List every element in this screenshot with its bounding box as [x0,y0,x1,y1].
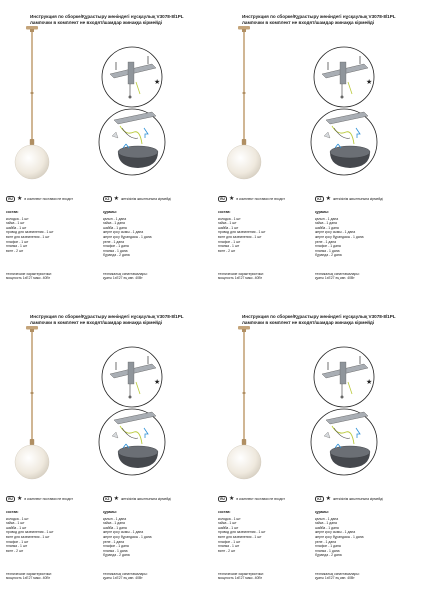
ru-specs-value: мощность 1хЕ27 макс. 40Вт [6,276,51,281]
ru-language-badge: RU [218,496,227,502]
title-line-bulbs-note: лампочки в комплект не входят/шамдар жинаққа кірмейді [30,19,163,25]
list-item: винт для заземления - 1 шт [218,534,262,539]
bracket-detail-diagram [102,47,162,107]
list-item: бұранда - 2 дана [315,553,342,558]
kz-legend [315,496,383,502]
list-item: қалып - 1 дана [315,216,339,221]
list-item: шайба - 1 дана [315,525,339,530]
kz-not-included-note: жеткізілім жиынтығына кірмейді [121,197,171,201]
list-item: гайка - 1 дана [103,521,125,526]
list-item: винт - 2 шт [218,548,236,553]
list-item: жерге қосу сымы - 1 дана [315,530,356,535]
kz-legend [103,196,171,202]
kz-language-badge: KZ [315,196,324,202]
list-item: гайка - 1 шт [218,521,237,526]
ru-specs-heading: технические характеристики: [218,572,264,576]
assembly-diagrams [214,4,419,194]
ru-specs-value: мощность 1хЕ27 макс. 40Вт [218,276,263,281]
kz-not-included-note: жеткізілім жиынтығына кірмейді [333,497,383,501]
list-item: провод для заземления - 1 шт [218,530,266,535]
list-item: шайба - 1 дана [103,225,127,230]
ru-specs [6,272,52,281]
list-item: қалып - 1 дана [103,216,127,221]
list-item: планка - 1 дана [103,548,128,553]
ru-specs-heading: технические характеристики: [6,272,52,276]
canopy-wiring-diagram [311,409,377,475]
list-item: плафон - 1 дана [103,244,129,249]
list-item: винт - 2 шт [218,248,236,253]
list-item: жерге қосу бұрандасы - 1 дана [103,234,152,239]
list-item: планка - 1 дана [103,248,128,253]
star-icon: ★ [325,195,332,202]
kz-specs [103,572,148,581]
list-item: шайба - 1 шт [6,225,27,230]
list-item: шайба - 1 дана [315,225,339,230]
list-item: колодка - 1 шт [218,216,241,221]
kz-specs [103,272,148,281]
star-icon: ★ [325,495,332,502]
title-line-main: Инструкция по сборке/Құрастыру жөніндегі нұсқаулық V3078-8/1PL [242,314,396,319]
ru-not-included-note: в комплект поставки не входит [236,497,285,501]
title-line-main: Инструкция по сборке/Құрастыру жөніндегі нұсқаулық V3078-8/1PL [242,14,396,19]
ru-contents-heading: состав: [6,210,19,214]
list-item: плафон - 1 шт [218,239,241,244]
list-item: бұранда - 2 дана [315,253,342,258]
list-item: қалып - 1 дана [315,516,339,521]
svg-text:★: ★ [366,78,373,86]
ru-contents-list [6,210,54,253]
ru-legend [218,196,285,202]
kz-specs-value: қуаты 1хЕ27 ең көп. 40Вт [103,576,143,581]
list-item: плафон - 1 шт [6,539,29,544]
title-line-main: Инструкция по сборке/Құрастыру жөніндегі нұсқаулық V3078-8/1PL [30,14,184,19]
list-item: жерге қосу сымы - 1 дана [103,530,144,535]
ru-language-badge: RU [218,196,227,202]
star-icon: ★ [113,495,120,502]
assembly-diagrams [2,304,207,494]
list-item: колодка - 1 шт [6,216,29,221]
list-item: плафон - 1 дана [315,244,341,249]
list-item: винт - 2 шт [6,548,24,553]
instruction-title [242,14,419,25]
canopy-wiring-diagram [311,109,377,175]
bracket-detail-diagram [314,347,374,407]
kz-contents-list [103,510,151,558]
ru-legend [6,196,73,202]
instruction-title [30,314,207,325]
kz-contents-heading: құрамы: [103,510,118,514]
kz-specs-heading: техникалық сипаттамалары: [103,272,148,276]
list-item: бұранда - 2 дана [103,553,130,558]
kz-legend [315,196,383,202]
instruction-title [242,314,419,325]
ru-language-badge: RU [6,496,15,502]
kz-language-badge: KZ [315,496,324,502]
kz-specs-heading: техникалық сипаттамалары: [315,272,360,276]
list-item: жерге қосу бұрандасы - 1 дана [315,534,364,539]
title-line-bulbs-note: лампочки в комплект не входят/шамдар жинаққа кірмейді [30,319,163,325]
instruction-panel-1 [2,4,207,292]
ru-specs [218,272,264,281]
list-item: бұранда - 2 дана [103,253,130,258]
list-item: жерге қосу сымы - 1 дана [315,230,356,235]
star-icon: ★ [228,495,235,502]
list-item: жерге қосу бұрандасы - 1 дана [103,534,152,539]
list-item: гайка - 1 дана [315,221,337,226]
title-line-bulbs-note: лампочки в комплект не входят/шамдар жинаққа кірмейді [242,319,375,325]
ru-language-badge: RU [6,196,15,202]
kz-specs-value: қуаты 1хЕ27 ең көп. 40Вт [315,276,355,281]
kz-specs-heading: техникалық сипаттамалары: [315,572,360,576]
list-item: плафон - 1 шт [218,539,241,544]
list-item: шайба - 1 шт [218,225,239,230]
ru-contents-heading: состав: [218,510,231,514]
kz-not-included-note: жеткізілім жиынтығына кірмейді [333,197,383,201]
list-item: плафон - 1 шт [6,239,29,244]
list-item: планка - 1 шт [6,244,28,249]
kz-legend [103,496,171,502]
kz-language-badge: KZ [103,196,112,202]
instruction-panel-3 [2,304,207,592]
list-item: колодка - 1 шт [6,516,29,521]
ru-specs-heading: технические характеристики: [218,272,264,276]
list-item: планка - 1 дана [315,248,340,253]
ru-contents-heading: состав: [218,210,231,214]
ru-not-included-note: в комплект поставки не входит [24,197,73,201]
kz-specs-heading: техникалық сипаттамалары: [103,572,148,576]
list-item: провод для заземления - 1 шт [218,230,266,235]
ru-not-included-note: в комплект поставки не входит [236,197,285,201]
star-icon: ★ [16,195,23,202]
kz-specs [315,572,360,581]
list-item: планка - 1 шт [218,244,240,249]
title-line-main: Инструкция по сборке/Құрастыру жөніндегі нұсқаулық V3078-8/1PL [30,314,184,319]
star-icon: ★ [113,195,120,202]
list-item: гайка - 1 дана [315,521,337,526]
ru-legend [6,496,73,502]
svg-text:★: ★ [154,378,161,386]
list-item: жерге қосу бұрандасы - 1 дана [315,234,364,239]
list-item: планка - 1 дана [315,548,340,553]
bracket-detail-diagram [314,47,374,107]
ru-specs-value: мощность 1хЕ27 макс. 40Вт [218,576,263,581]
list-item: планка - 1 шт [6,544,28,549]
svg-text:★: ★ [366,378,373,386]
list-item: планка - 1 шт [218,544,240,549]
ru-contents-list [218,210,266,253]
instruction-title [30,14,207,25]
kz-specs-value: қуаты 1хЕ27 ең көп. 40Вт [103,276,143,281]
list-item: реле - 1 дана [315,539,336,544]
instruction-panel-4 [214,304,419,592]
bracket-detail-diagram [102,347,162,407]
canopy-wiring-diagram [99,409,165,475]
kz-contents-list [315,210,363,258]
list-item: колодка - 1 шт [218,516,241,521]
star-icon: ★ [16,495,23,502]
list-item: жерге қосу сымы - 1 дана [103,230,144,235]
list-item: винт для заземления - 1 шт [6,534,50,539]
list-item: шайба - 1 шт [218,525,239,530]
kz-contents-heading: құрамы: [315,510,330,514]
star-icon: ★ [228,195,235,202]
ru-legend [218,496,285,502]
list-item: винт - 2 шт [6,248,24,253]
kz-not-included-note: жеткізілім жиынтығына кірмейді [121,497,171,501]
instruction-panel-2 [214,4,419,292]
kz-specs [315,272,360,281]
svg-text:★: ★ [154,78,161,86]
list-item: плафон - 1 дана [315,544,341,549]
kz-contents-heading: құрамы: [315,210,330,214]
kz-language-badge: KZ [103,496,112,502]
kz-specs-value: қуаты 1хЕ27 ең көп. 40Вт [315,576,355,581]
kz-contents-heading: құрамы: [103,210,118,214]
ru-specs [6,572,52,581]
list-item: реле - 1 дана [103,539,124,544]
list-item: провод для заземления - 1 шт [6,530,54,535]
assembly-diagrams [2,4,207,194]
canopy-wiring-diagram [99,109,165,175]
kz-contents-list [315,510,363,558]
list-item: шайба - 1 шт [6,525,27,530]
ru-specs [218,572,264,581]
list-item: винт для заземления - 1 шт [6,234,50,239]
kz-contents-list [103,210,151,258]
list-item: провод для заземления - 1 шт [6,230,54,235]
ru-specs-heading: технические характеристики: [6,572,52,576]
list-item: гайка - 1 шт [6,521,25,526]
list-item: реле - 1 дана [103,239,124,244]
ru-contents-list [218,510,266,553]
assembly-diagrams [214,304,419,494]
list-item: шайба - 1 дана [103,525,127,530]
title-line-bulbs-note: лампочки в комплект не входят/шамдар жинаққа кірмейді [242,19,375,25]
ru-not-included-note: в комплект поставки не входит [24,497,73,501]
list-item: винт для заземления - 1 шт [218,234,262,239]
ru-specs-value: мощность 1хЕ27 макс. 40Вт [6,576,51,581]
ru-contents-list [6,510,54,553]
list-item: реле - 1 дана [315,239,336,244]
list-item: қалып - 1 дана [103,516,127,521]
list-item: гайка - 1 шт [218,221,237,226]
list-item: гайка - 1 шт [6,221,25,226]
list-item: плафон - 1 дана [103,544,129,549]
ru-contents-heading: состав: [6,510,19,514]
list-item: гайка - 1 дана [103,221,125,226]
